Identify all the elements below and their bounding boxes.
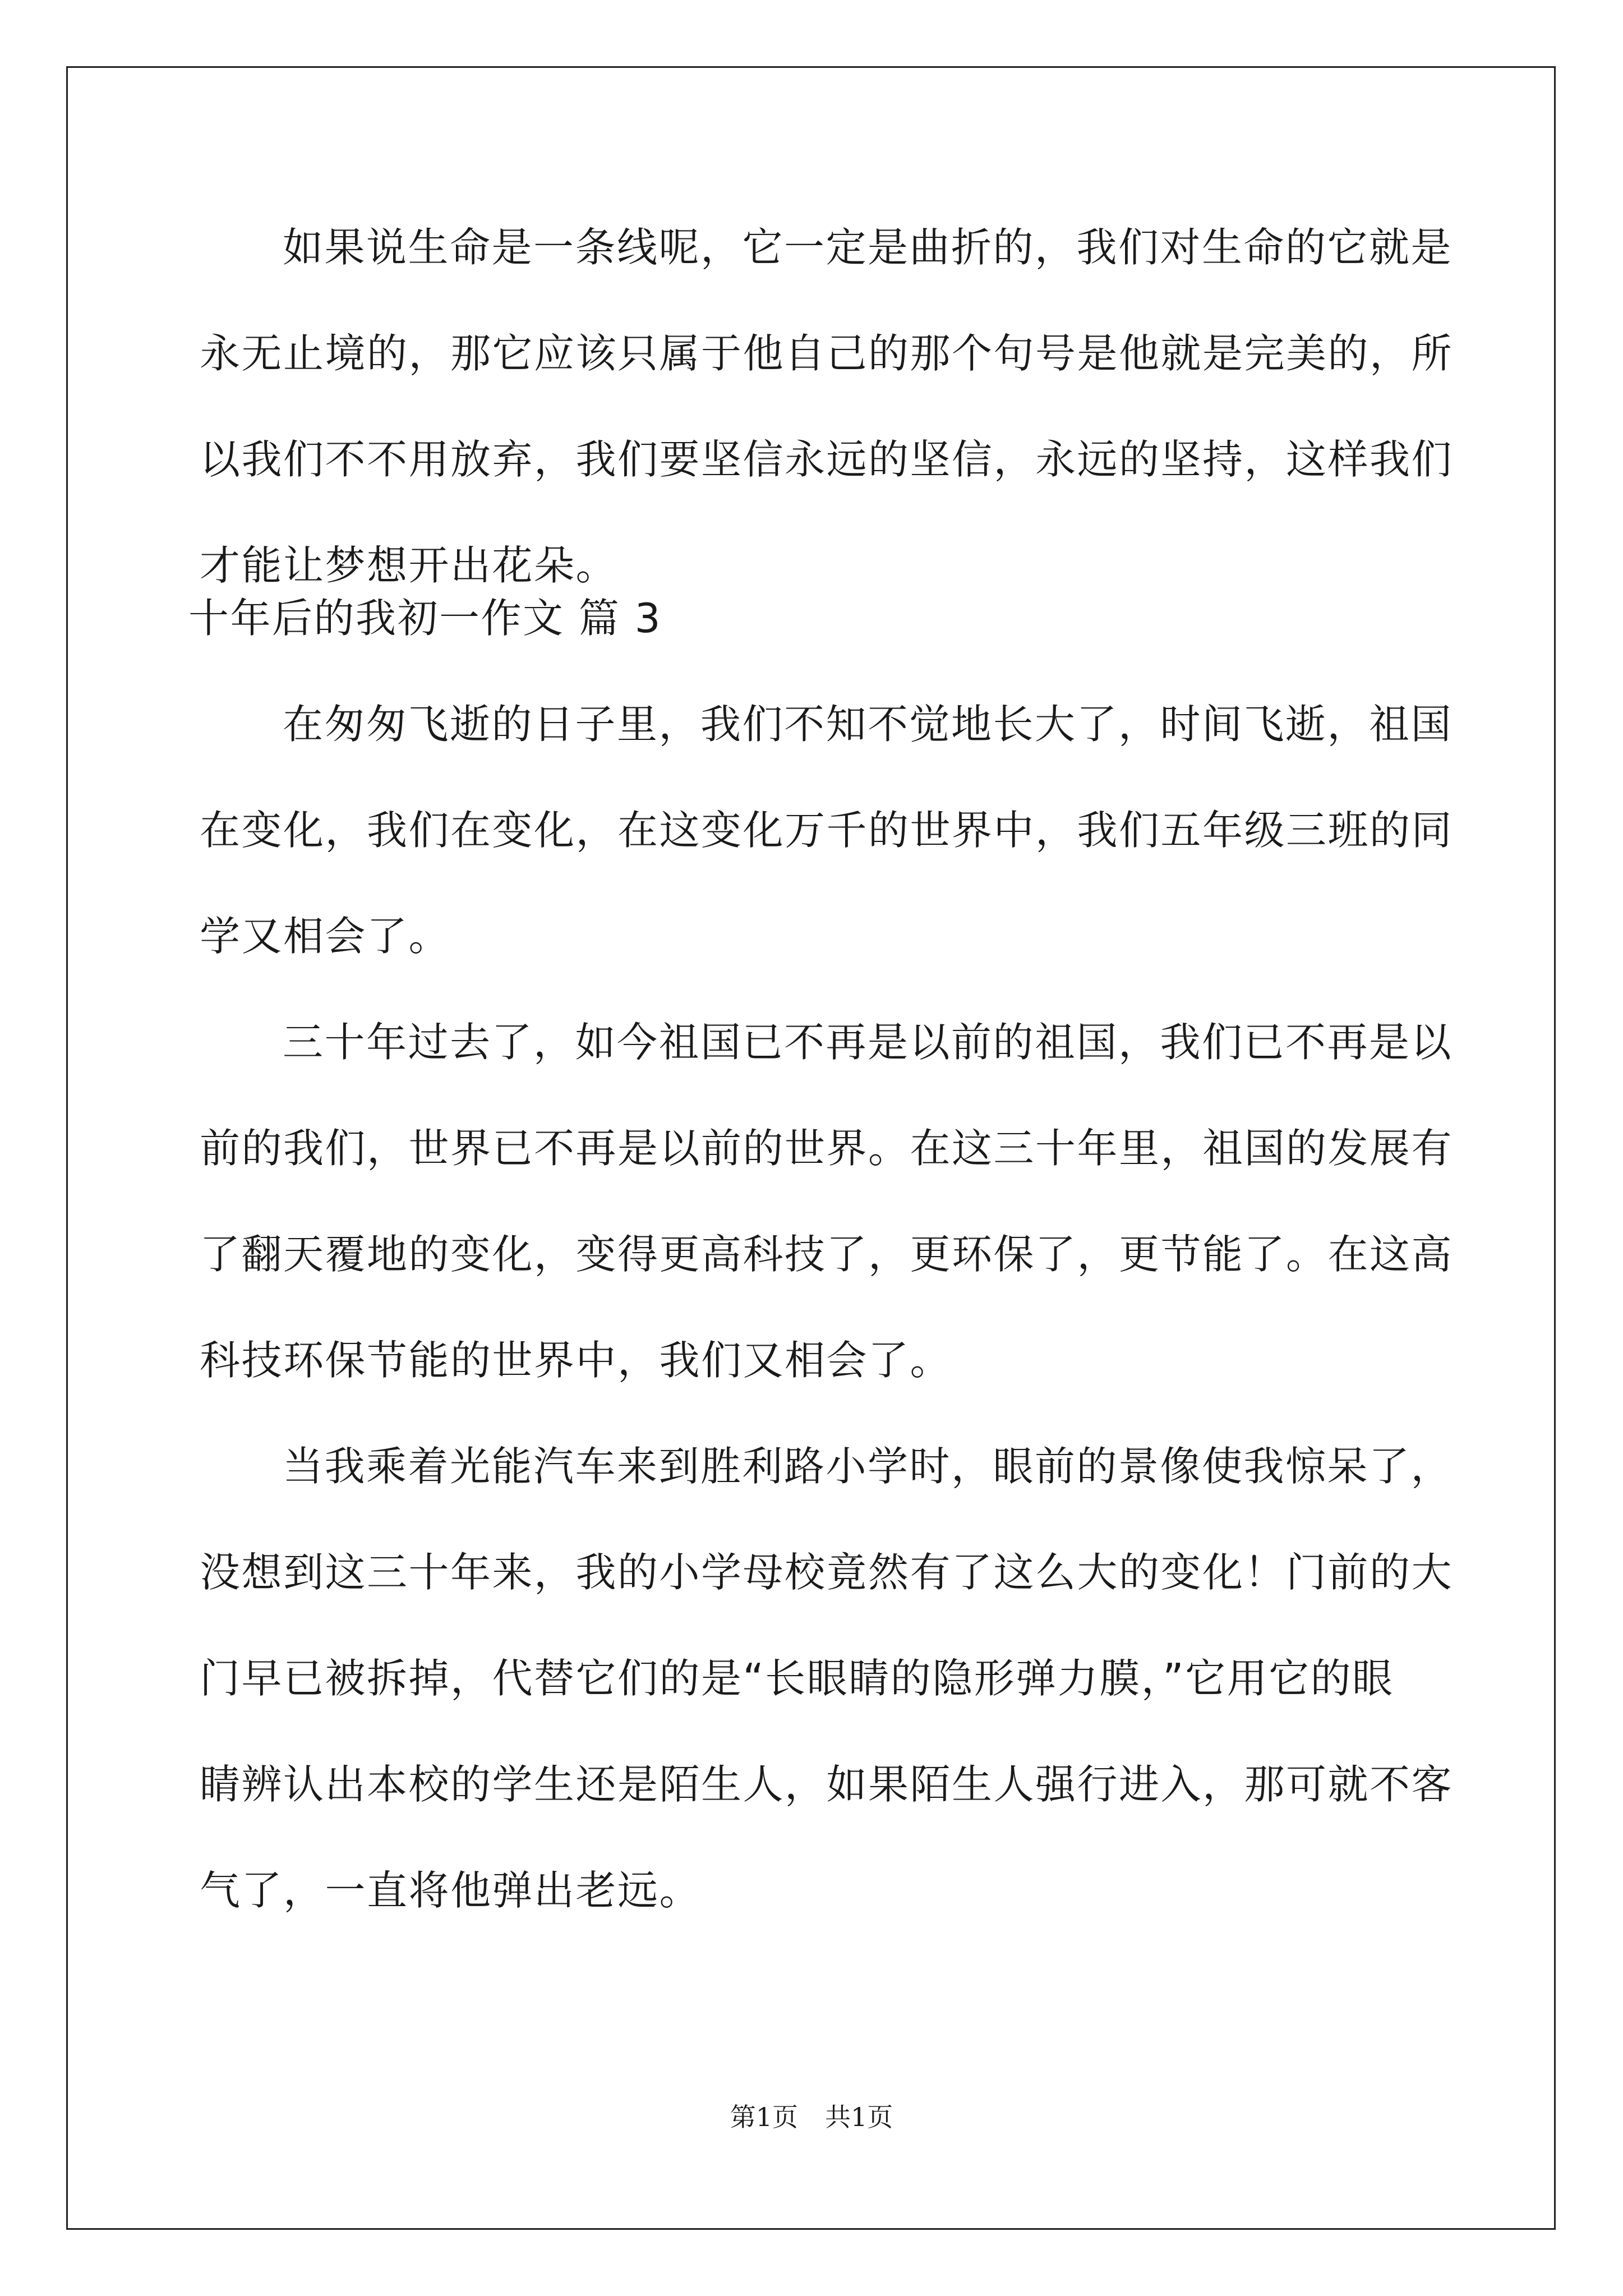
paragraph-line: 了翻天覆地的变化，变得更高科技了，更环保了，更节能了。在这高 <box>200 1231 1454 1278</box>
paragraph-line: 没想到这三十年来，我的小学母校竟然有了这么大的变化！门前的大 <box>200 1549 1454 1596</box>
paragraph-3 <box>200 1016 1454 1387</box>
paragraph-2 <box>200 698 1454 963</box>
section-heading: 十年后的我初一作文 篇 3 <box>188 595 662 642</box>
paragraph-line: 在变化，我们在变化，在这变化万千的世界中，我们五年级三班的同 <box>200 807 1454 854</box>
paragraph-line: 如果说生命是一条线呢，它一定是曲折的，我们对生命的它就是 <box>283 224 1453 271</box>
paragraph-line: 三十年过去了，如今祖国已不再是以前的祖国，我们已不再是以 <box>283 1019 1453 1066</box>
paragraph-line: 以我们不不用放弃，我们要坚信永远的坚信，永远的坚持，这样我们 <box>200 436 1454 483</box>
paragraph-line: 在匆匆飞逝的日子里，我们不知不觉地长大了，时间飞逝，祖国 <box>283 701 1453 748</box>
paragraph-4 <box>200 1440 1454 1917</box>
page-number: 第1页 <box>730 2102 798 2132</box>
document-body <box>188 221 1454 1917</box>
paragraph-line: 永无止境的，那它应该只属于他自己的那个句号是他就是完美的，所 <box>200 330 1454 377</box>
paragraph-line: 气了，一直将他弹出老远。 <box>200 1867 702 1914</box>
page-footer <box>0 2100 1623 2134</box>
paragraph-line: 科技环保节能的世界中，我们又相会了。 <box>200 1337 952 1384</box>
page-total: 共1页 <box>825 2102 893 2132</box>
paragraph-line: 睛辨认出本校的学生还是陌生人，如果陌生人强行进入，那可就不客 <box>200 1761 1454 1808</box>
paragraph-line: 前的我们，世界已不再是以前的世界。在这三十年里，祖国的发展有 <box>200 1125 1454 1172</box>
paragraph-line: 才能让梦想开出花朵。 <box>200 542 618 589</box>
paragraph-1 <box>200 221 1454 592</box>
paragraph-line: 学又相会了。 <box>200 913 451 960</box>
paragraph-line: 当我乘着光能汽车来到胜利路小学时，眼前的景像使我惊呆了， <box>283 1443 1453 1490</box>
paragraph-line: 门早已被拆掉，代替它们的是“长眼睛的隐形弹力膜，”它用它的眼 <box>200 1655 1394 1702</box>
